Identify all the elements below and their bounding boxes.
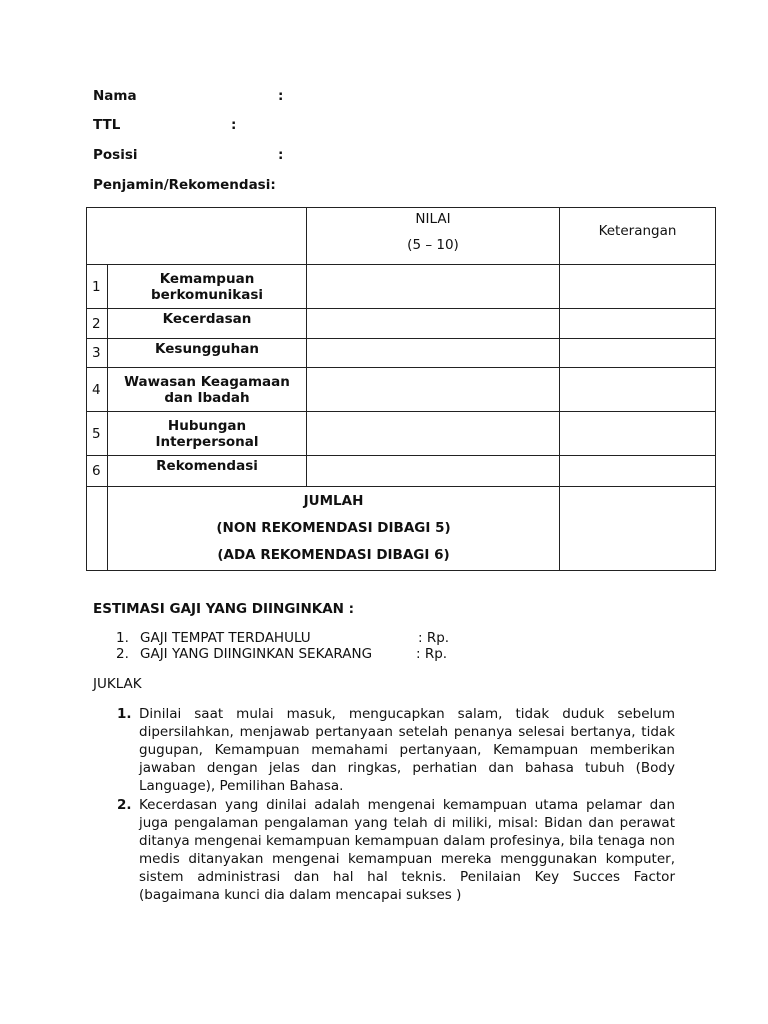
keterangan-cell[interactable] [560,309,716,339]
salary-label: GAJI YANG DIINGINKAN SEKARANG [140,646,373,662]
criteria-cell [108,368,307,412]
nilai-cell[interactable] [307,368,560,412]
criteria-line: dan Ibadah [164,389,250,406]
salary-marker: 1. [116,630,129,646]
field-ttl-label: TTL [93,117,121,133]
total-line: JUMLAH [303,493,364,509]
total-line: (ADA REKOMENDASI DIBAGI 6) [217,547,450,563]
table-header-row [87,208,716,265]
guide-text: Kecerdasan yang dinilai adalah mengenai kemampuan utama pelamar dan juga pengalaman pengalaman yang telah di miliki, misal: Bidan dan perawat ditanya mengenai kemampuan kemampuan dalam profesinya, bila tenaga non medis ditanyakan mengenai kemampuan mereka menggunakan komputer, sistem administrasi dan hal hal teknis. Penilaian Key Succes Factor (bagaimana kunci dia dalam mencapai sukses ) [139,797,675,903]
table-row [87,265,716,309]
criteria-cell [108,309,307,339]
field-nama-colon: : [278,88,284,104]
keterangan-cell[interactable] [560,339,716,368]
criteria-cell [108,339,307,368]
criteria-line: Wawasan Keagamaan [124,373,290,390]
field-posisi-colon: : [278,147,284,163]
salary-item-desired [116,646,448,662]
field-penjamin-label: Penjamin/Rekomendasi: [93,177,276,193]
table-total-row [87,487,716,571]
total-line: (NON REKOMENDASI DIBAGI 5) [216,520,451,536]
guide-item [93,705,675,795]
row-number: 3 [87,339,108,368]
total-label-cell [108,487,560,571]
criteria-line: Hubungan [167,417,247,434]
salary-marker: 2. [116,646,129,662]
assessment-table [86,207,716,571]
criteria-line: Rekomendasi [156,458,258,474]
row-number: 1 [87,265,108,309]
row-number: 2 [87,309,108,339]
salary-label: GAJI TEMPAT TERDAHULU [140,630,311,646]
nilai-range: (5 – 10) [407,237,459,253]
field-nama-label: Nama [93,88,137,104]
row-number: 5 [87,412,108,456]
criteria-line: Kecerdasan [162,311,252,327]
keterangan-cell[interactable] [560,456,716,487]
criteria-line: Kemampuan [159,270,255,287]
keterangan-cell[interactable] [560,368,716,412]
table-row [87,339,716,368]
nilai-cell[interactable] [307,309,560,339]
criteria-cell [108,412,307,456]
guide-list [93,705,675,905]
header-blank-cell [87,208,307,265]
salary-value: : Rp. [416,646,448,662]
table-row [87,309,716,339]
nilai-cell[interactable] [307,339,560,368]
field-posisi-label: Posisi [93,147,138,163]
guide-text: Dinilai saat mulai masuk, mengucapkan salam, tidak duduk sebelum dipersilahkan, menjawab pertanyaan setelah penanya selesai bertanya, tidak gugupan, Kemampuan memahami pertanyaan, Kemampuan memberikan jawaban dengan jelas dan ringkas, perhatian dan bahasa tubuh (Body Language), Pemilihan Bahasa. [139,706,675,794]
criteria-line: Interpersonal [155,433,259,450]
salary-value: : Rp. [418,630,450,646]
keterangan-cell[interactable] [560,265,716,309]
guide-item [93,796,675,904]
keterangan-header-cell [560,208,716,265]
salary-heading: ESTIMASI GAJI YANG DIINGINKAN : [93,601,355,617]
table-row [87,456,716,487]
guide-marker: 1. [117,706,132,722]
criteria-line: Kesungguhan [155,341,259,357]
criteria-cell [108,456,307,487]
table-row [87,368,716,412]
row-number: 6 [87,456,108,487]
criteria-cell [108,265,307,309]
table-row [87,412,716,456]
criteria-line: berkomunikasi [150,286,264,303]
nilai-header-cell [307,208,560,265]
total-keterangan-cell[interactable] [560,487,716,571]
nilai-cell[interactable] [307,456,560,487]
nilai-cell[interactable] [307,412,560,456]
keterangan-cell[interactable] [560,412,716,456]
keterangan-label: Keterangan [598,223,677,239]
guide-marker: 2. [117,797,132,813]
guide-heading: JUKLAK [93,676,142,692]
row-number: 4 [87,368,108,412]
total-blank-cell [87,487,108,571]
field-ttl-colon: : [231,117,237,133]
nilai-label: NILAI [415,211,451,227]
nilai-cell[interactable] [307,265,560,309]
salary-item-previous [116,630,450,646]
